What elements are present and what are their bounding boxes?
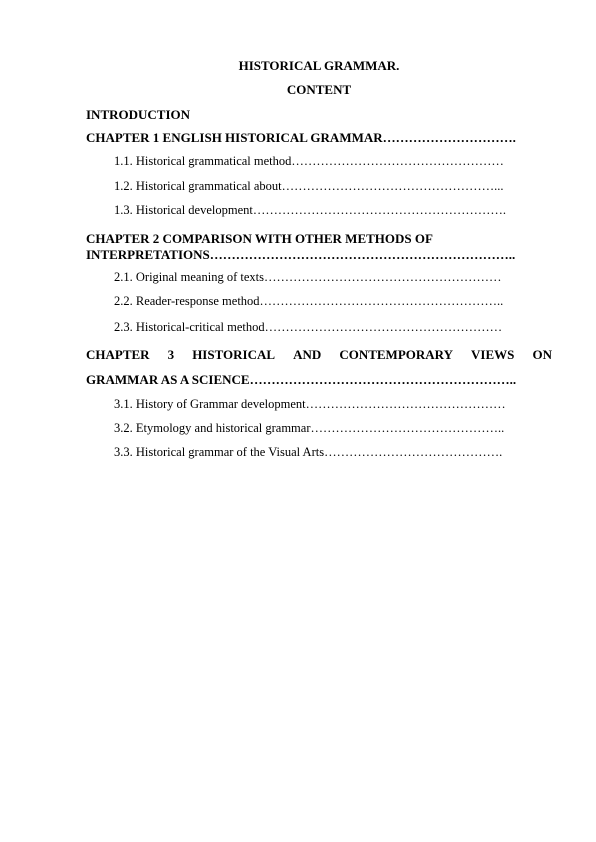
toc-item-2-3: 2.3. Historical-critical method………………………………………………… [114,320,503,334]
toc-chapter-2-heading-line1: CHAPTER 2 COMPARISON WITH OTHER METHODS OF [86,231,433,246]
ch3-word: ON [532,347,552,362]
toc-chapter-3-heading-line1 [86,347,552,363]
toc-item-1-1: 1.1. Historical grammatical method…………………………………………… [114,154,504,168]
toc-item-3-3: 3.3. Historical grammar of the Visual Arts……………………………………. [114,445,503,459]
toc-item-1-2: 1.2. Historical grammatical about……………………………………………... [114,179,504,193]
ch3-word: CONTEMPORARY [339,347,453,362]
ch3-word: AND [293,347,322,362]
ch3-word: VIEWS [471,347,515,362]
toc-introduction: INTRODUCTION [86,107,191,122]
toc-item-3-2: 3.2. Etymology and historical grammar……………………………………….. [114,421,505,435]
ch3-word: 3 [167,347,175,362]
toc-item-1-3: 1.3. Historical development……………………………………………………. [114,203,506,217]
ch3-word: CHAPTER [86,347,150,362]
contents-heading: CONTENT [286,82,352,97]
ch3-word: HISTORICAL [192,347,276,362]
toc-chapter-1-heading: CHAPTER 1 ENGLISH HISTORICAL GRAMMAR…………………………. [86,130,516,145]
toc-item-3-1: 3.1. History of Grammar development………………………………………… [114,397,506,411]
toc-item-2-2: 2.2. Reader-response method………………………………………………….. [114,294,504,308]
toc-chapter-3-heading-line2: GRAMMAR AS A SCIENCE…………………………………………………….. [86,372,517,387]
document-title: HISTORICAL GRAMMAR. [238,58,400,73]
toc-chapter-2-heading-line2: INTERPRETATIONS…………………………………………………………….. [86,247,516,262]
toc-item-2-1: 2.1. Original meaning of texts………………………………………………… [114,270,502,284]
